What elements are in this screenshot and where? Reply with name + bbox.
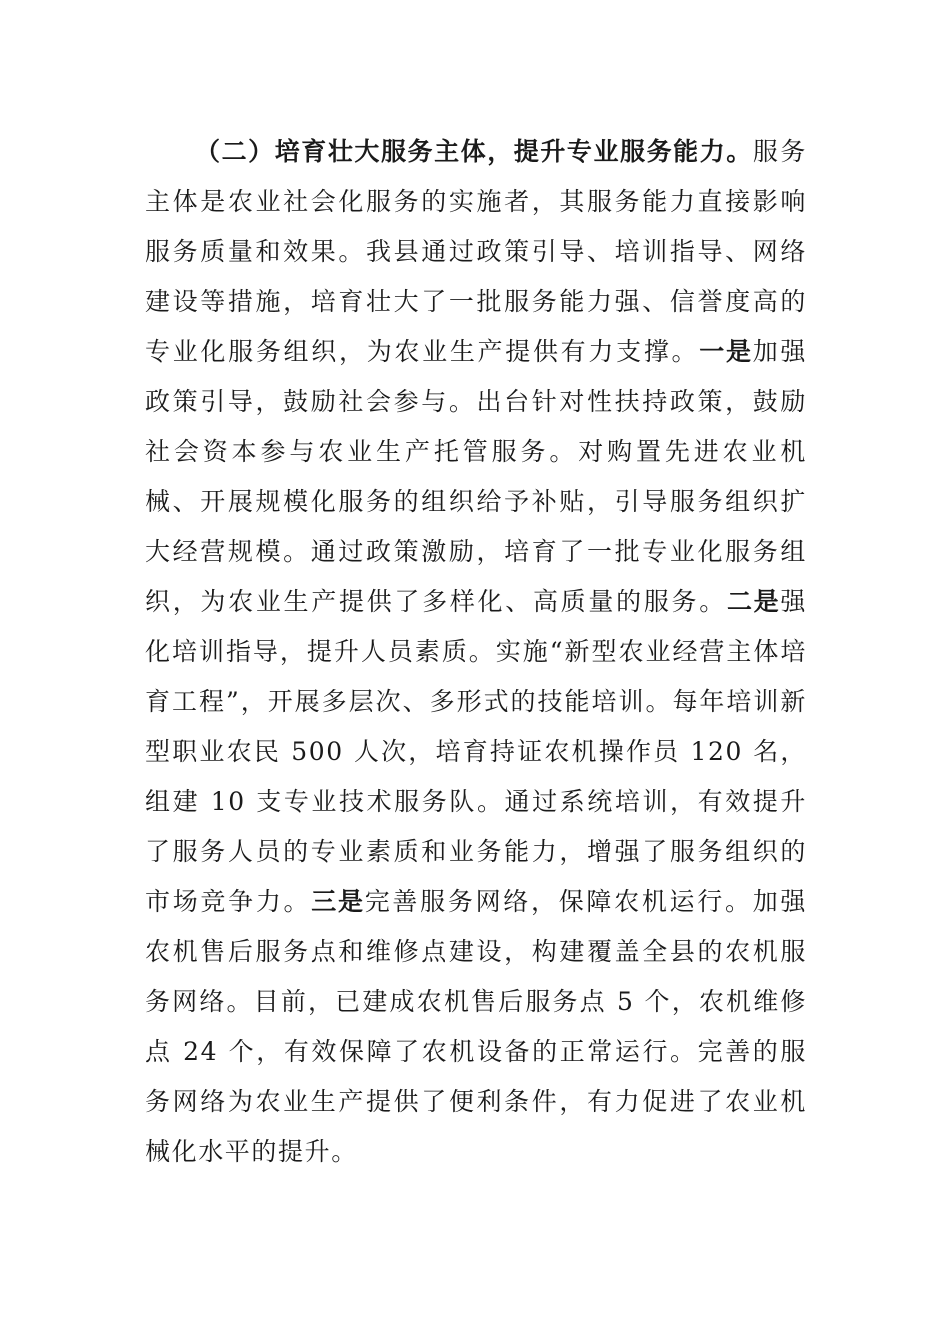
point-one-text: 加强政策引导，鼓励社会参与。出台针对性扶持政策，鼓励社会资本参与农业生产托管服务。对购置先进农业机械、开展规模化服务的组织给予补贴，引导服务组织扩大经营规模。通过政策激励，培育了一批专业化服务组织，为农业生产提供了多样化、高质量的服务。 [145, 337, 807, 616]
point-two-text: 强化培训指导，提升人员素质。实施“新型农业经营主体培育工程”，开展多层次、多形式的技能培训。每年培训新型职业农民 500 人次，培育持证农机操作员 120 名，组建 10 支专业技术服务队。通过系统培训，有效提升了服务人员的专业素质和业务能力，增强了服务组织的市场竞争力。 [145, 587, 808, 916]
intro-text: 服务主体是农业社会化服务的实施者，其服务能力直接影响服务质量和效果。我县通过政策引导、培训指导、网络建设等措施，培育壮大了一批服务能力强、信誉度高的专业化服务组织，为农业生产提供有力支撑。 [145, 137, 807, 366]
point-three-text: 完善服务网络，保障农机运行。加强农机售后服务点和维修点建设，构建覆盖全县的农机服务网络。目前，已建成农机售后服务点 5 个，农机维修点 24 个，有效保障了农机设备的正常运行。完善的服务网络为农业生产提供了便利条件，有力促进了农业机械化水平的提升。 [145, 887, 808, 1166]
body-paragraph [145, 127, 807, 1177]
point-marker-three: 三是 [311, 887, 365, 916]
section-heading: （二）培育壮大服务主体，提升专业服务能力。 [195, 137, 753, 166]
point-marker-two: 二是 [726, 587, 781, 616]
point-marker-one: 一是 [699, 337, 753, 366]
